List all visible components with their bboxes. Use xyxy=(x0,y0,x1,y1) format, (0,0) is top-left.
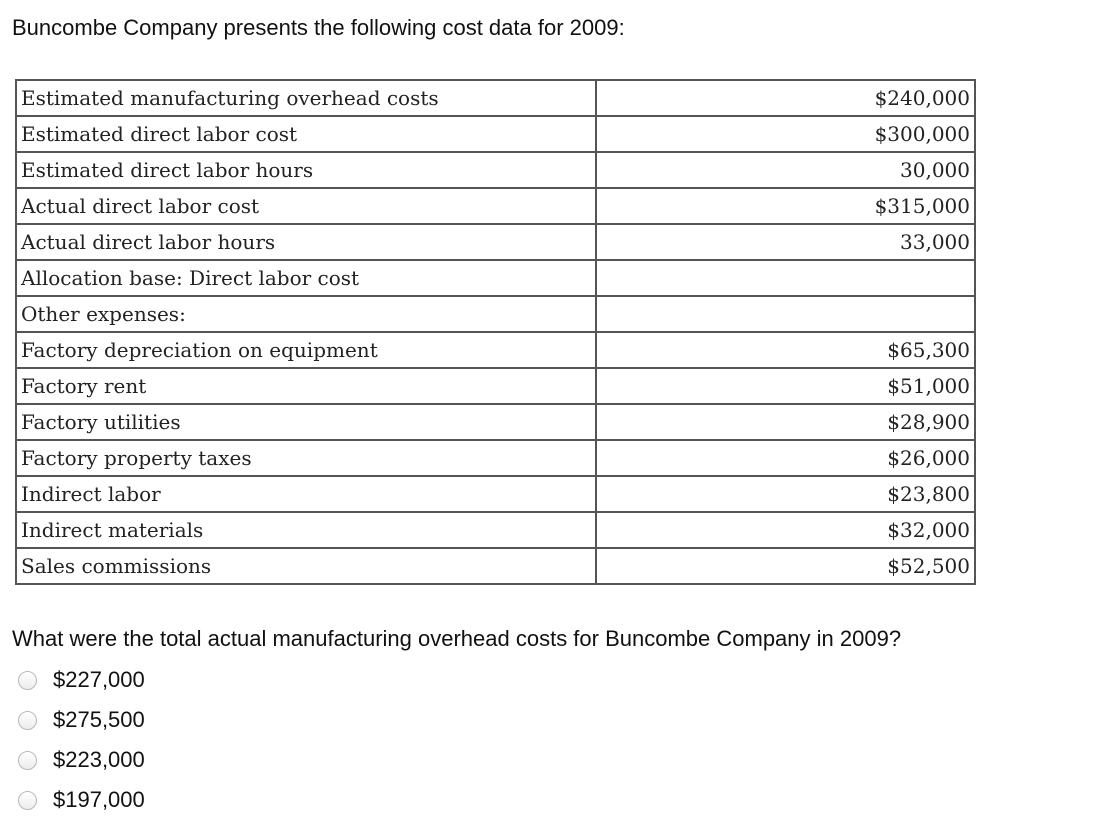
answer-option[interactable] xyxy=(18,700,145,740)
row-value: $300,000 xyxy=(596,116,975,152)
row-label: Estimated direct labor hours xyxy=(16,152,596,188)
table-row xyxy=(16,368,975,404)
answer-option[interactable] xyxy=(18,780,145,820)
table-row xyxy=(16,548,975,584)
answer-options xyxy=(18,660,145,820)
table-row xyxy=(16,116,975,152)
row-label: Actual direct labor hours xyxy=(16,224,596,260)
intro-text: Buncombe Company presents the following cost data for 2009: xyxy=(12,15,625,40)
radio-button[interactable] xyxy=(18,751,37,770)
row-label: Factory rent xyxy=(16,368,596,404)
table-row xyxy=(16,188,975,224)
row-label: Allocation base: Direct labor cost xyxy=(16,260,596,296)
question-text: What were the total actual manufacturing overhead costs for Buncombe Company in 2009? xyxy=(12,626,902,651)
table-row xyxy=(16,332,975,368)
table-row xyxy=(16,152,975,188)
radio-button[interactable] xyxy=(18,791,37,810)
answer-option[interactable] xyxy=(18,660,145,700)
option-label[interactable]: $197,000 xyxy=(53,787,145,812)
table-row xyxy=(16,296,975,332)
table-row xyxy=(16,440,975,476)
table-row xyxy=(16,404,975,440)
row-label: Factory property taxes xyxy=(16,440,596,476)
row-value: $23,800 xyxy=(596,476,975,512)
row-value: $52,500 xyxy=(596,548,975,584)
cost-data-table xyxy=(15,79,976,585)
row-label: Other expenses: xyxy=(16,296,596,332)
row-value: $26,000 xyxy=(596,440,975,476)
row-value: $65,300 xyxy=(596,332,975,368)
radio-button[interactable] xyxy=(18,671,37,690)
table-row xyxy=(16,260,975,296)
row-value: 30,000 xyxy=(596,152,975,188)
row-label: Estimated direct labor cost xyxy=(16,116,596,152)
option-label[interactable]: $223,000 xyxy=(53,747,145,772)
row-label: Factory depreciation on equipment xyxy=(16,332,596,368)
row-label: Indirect materials xyxy=(16,512,596,548)
row-value xyxy=(596,260,975,296)
option-label[interactable]: $227,000 xyxy=(53,667,145,692)
row-value: $240,000 xyxy=(596,80,975,116)
table-row xyxy=(16,476,975,512)
row-value: $32,000 xyxy=(596,512,975,548)
row-label: Actual direct labor cost xyxy=(16,188,596,224)
row-label: Indirect labor xyxy=(16,476,596,512)
row-value: 33,000 xyxy=(596,224,975,260)
option-label[interactable]: $275,500 xyxy=(53,707,145,732)
radio-button[interactable] xyxy=(18,711,37,730)
answer-option[interactable] xyxy=(18,740,145,780)
row-label: Sales commissions xyxy=(16,548,596,584)
row-label: Estimated manufacturing overhead costs xyxy=(16,80,596,116)
row-value: $28,900 xyxy=(596,404,975,440)
row-value xyxy=(596,296,975,332)
table-row xyxy=(16,512,975,548)
row-value: $51,000 xyxy=(596,368,975,404)
table-row xyxy=(16,224,975,260)
row-value: $315,000 xyxy=(596,188,975,224)
table-row xyxy=(16,80,975,116)
row-label: Factory utilities xyxy=(16,404,596,440)
